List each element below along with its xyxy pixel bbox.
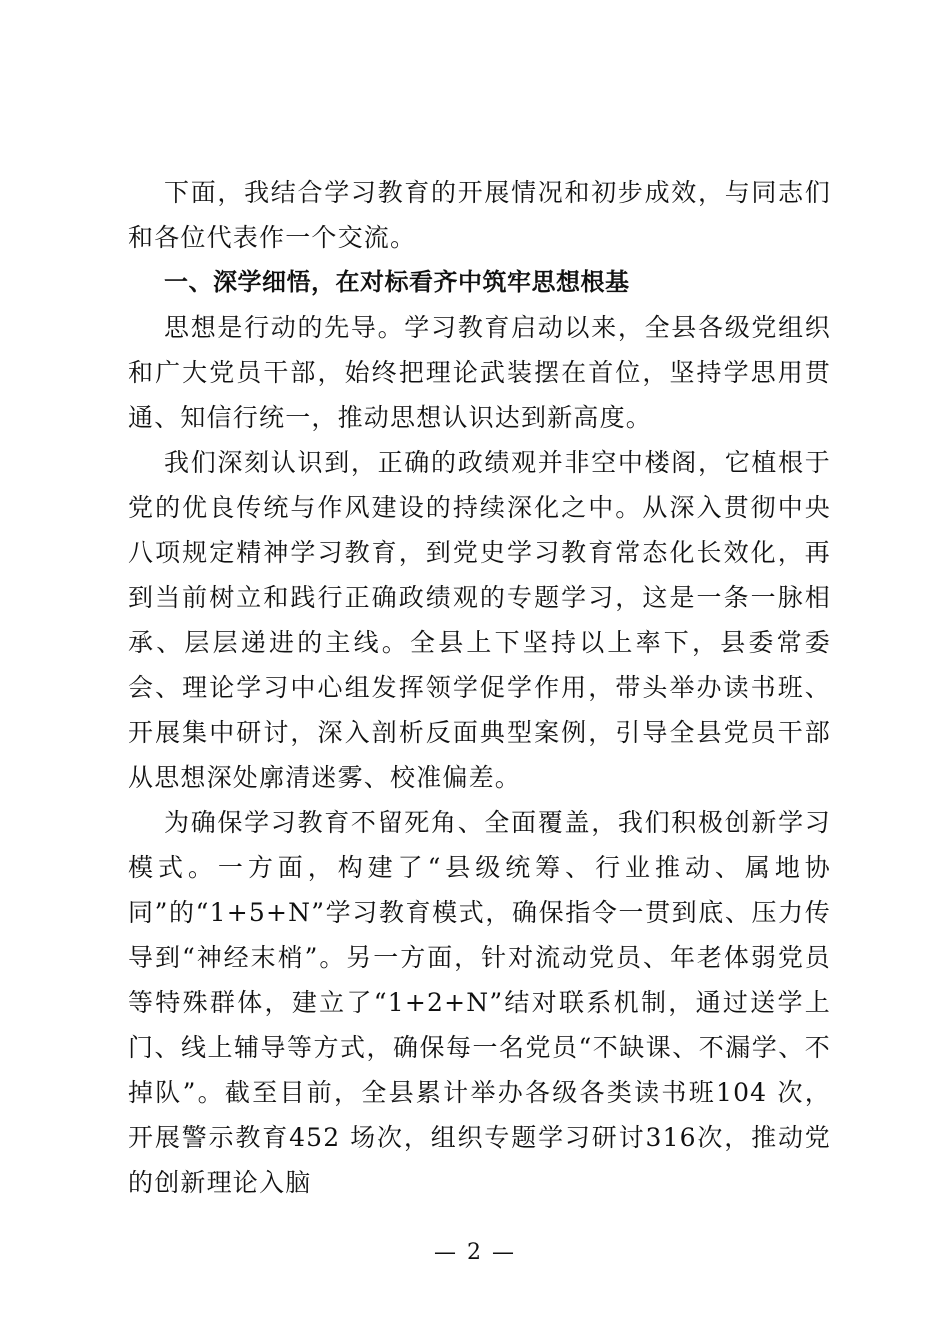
intro-paragraph: 下面，我结合学习教育的开展情况和初步成效，与同志们和各位代表作一个交流。 xyxy=(128,178,831,252)
section-heading-1: 一、深学细悟，在对标看齐中筑牢思想根基 xyxy=(164,268,630,296)
section1-paragraph-3: 为确保学习教育不留死角、全面覆盖，我们积极创新学习模式。一方面，构建了“县级统筹、行业推动、属地协同”的“1+5+N”学习教育模式，确保指令一贯到底、压力传导到“神经末梢”。另一方面，针对流动党员、年老体弱党员等特殊群体，建立了“1+2+N”结对联系机制，通过送学上门、线上辅导等方式，确保每一名党员“不缺课、不漏学、不掉队”。截至目前，全县累计举办各级各类读书班104 次，开展警示教育452 场次，组织专题学习研讨316次，推动党的创新理论入脑 xyxy=(128,808,831,1197)
section1-paragraph-2: 我们深刻认识到，正确的政绩观并非空中楼阁，它植根于党的优良传统与作风建设的持续深化之中。从深入贯彻中央八项规定精神学习教育，到党史学习教育常态化长效化，再到当前树立和践行正确政绩观的专题学习，这是一条一脉相承、层层递进的主线。全县上下坚持以上率下，县委常委会、理论学习中心组发挥领学促学作用，带头举办读书班、开展集中研讨，深入剖析反面典型案例，引导全县党员干部从思想深处廓清迷雾、校准偏差。 xyxy=(128,448,831,792)
section1-paragraph-1: 思想是行动的先导。学习教育启动以来，全县各级党组织和广大党员干部，始终把理论武装摆在首位，坚持学思用贯通、知信行统一，推动思想认识达到新高度。 xyxy=(128,313,831,432)
page-number: — 2 — xyxy=(434,1240,516,1265)
